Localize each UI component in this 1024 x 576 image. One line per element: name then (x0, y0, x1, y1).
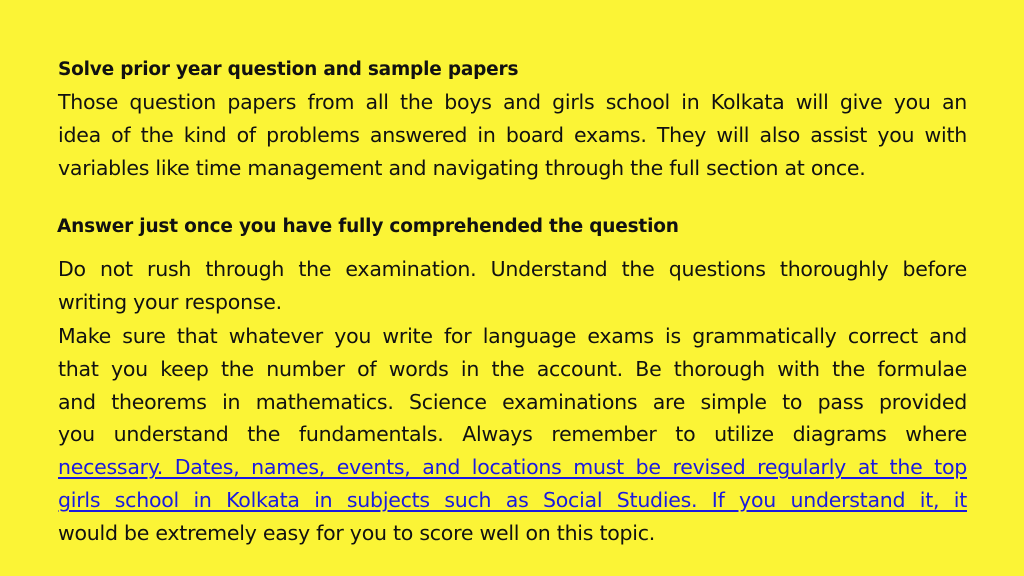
paragraph-line: Those question papers from all the boys and girls school in Kolkata will give you an (58, 90, 967, 114)
paragraph-exam-tips (58, 320, 967, 550)
paragraph-line: writing your response. (58, 289, 282, 314)
section-heading-comprehend-question: Answer just once you have fully comprehended the question (57, 216, 679, 237)
paragraph-line: Do not rush through the examination. Understand the questions thoroughly before (58, 257, 967, 281)
paragraph-line: you understand the fundamentals. Always remember to utilize diagrams where (58, 422, 967, 447)
paragraph-line: idea of the kind of problems answered in board exams. They will also assist you with (58, 122, 967, 147)
paragraph-dont-rush (58, 253, 967, 319)
section-heading-sample-papers: Solve prior year question and sample papers (58, 59, 519, 80)
paragraph-sample-papers (58, 86, 967, 184)
paragraph-line: variables like time management and navigating through the full section at once. (58, 155, 866, 180)
paragraph-line: Make sure that whatever you write for language exams is grammatically correct and (58, 324, 967, 348)
paragraph-line: would be extremely easy for you to score well on this topic. (58, 520, 656, 545)
paragraph-line: that you keep the number of words in the account. Be thorough with the formulae (58, 356, 967, 381)
girls-school-link[interactable]: necessary. Dates, names, events, and locations must be revised regularly at the top (58, 455, 967, 480)
paragraph-line: and theorems in mathematics. Science examinations are simple to pass provided (58, 389, 967, 414)
girls-school-link[interactable]: girls school in Kolkata in subjects such as Social Studies. If you understand it, it (58, 487, 967, 512)
